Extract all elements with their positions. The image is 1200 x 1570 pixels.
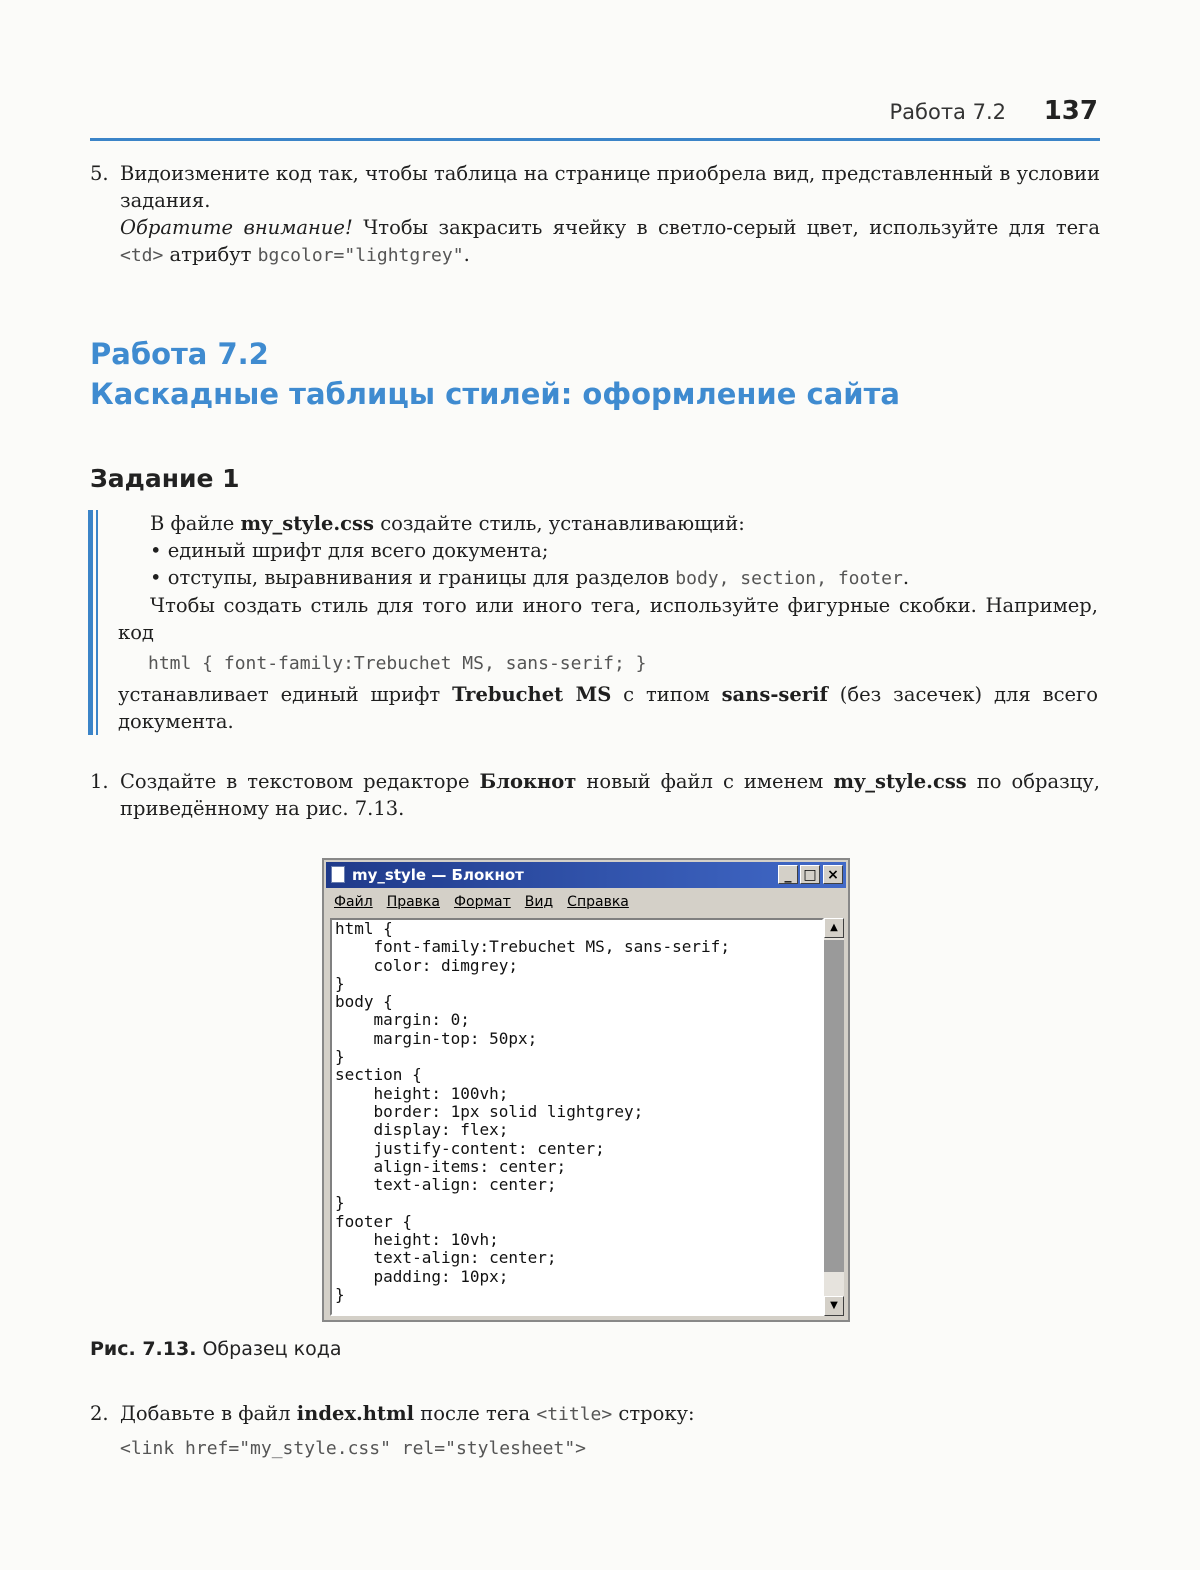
work-title (90, 334, 1100, 414)
task-result: устанавливает единый шрифт Trebuchet MS с типом sans-serif (без засечек) для всего документа. (118, 683, 1098, 733)
menu-file[interactable]: Файл (334, 894, 373, 910)
task-box-bar-thin (96, 510, 98, 735)
task-para: Чтобы создать стиль для того или иного тега, используйте фигурные скобки. Например, код (118, 594, 1098, 644)
menu-edit[interactable]: Правка (386, 894, 440, 910)
step-2: 2. Добавьте в файл index.html после тега <title> строку: <link href="my_style.css" rel="stylesheet"> (90, 1400, 1100, 1462)
step-2-code: <link href="my_style.css" rel="stylesheet"> (120, 1438, 586, 1459)
vertical-scrollbar[interactable] (824, 918, 844, 1316)
notepad-title: my_style — Блокнот (352, 866, 524, 884)
task-bullet-1: • единый шрифт для всего документа; (150, 539, 549, 562)
task-intro: В файле my_style.css создайте стиль, устанавливающий: (150, 512, 745, 535)
note-mid: атрибут (163, 243, 258, 266)
note-attr: bgcolor="lightgrey" (257, 245, 464, 266)
menu-help[interactable]: Справка (567, 894, 629, 910)
work-title-line2: Каскадные таблицы стилей: оформление сайта (90, 377, 900, 411)
step-5 (90, 160, 1100, 269)
step-1: 1. Создайте в текстовом редакторе Блокнот новый файл с именем my_style.css по образцу, приведённому на рис. 7.13. (90, 770, 1100, 820)
step-1-file: my_style.css (833, 770, 967, 793)
note-text: Чтобы закрасить ячейку в светло-серый цвет, используйте для тега (352, 216, 1100, 239)
step-2-number: 2. (90, 1402, 109, 1425)
task-result-type: sans-serif (721, 683, 828, 706)
figure-text: Образец кода (196, 1338, 342, 1360)
step-5-number: 5. (90, 162, 109, 185)
task-result-font: Trebuchet MS (452, 683, 612, 706)
step-2-file: index.html (296, 1402, 415, 1425)
scrollbar-thumb[interactable] (824, 940, 844, 1272)
note-label: Обратите внимание! (120, 216, 353, 239)
notepad-code: html { font-family:Trebuchet MS, sans-serif; color: dimgrey; } body { margin: 0; margin-top: 50px; } section { height: 100vh; border: 1px solid lightgrey; display: flex; justify-content: center; align-items: center; text-align: center; } footer { height: 10vh; text-align: center; padding: 10px; } (335, 919, 730, 1304)
note-end: . (463, 243, 470, 266)
task-bullet-2-code: body, section, footer (675, 568, 903, 589)
running-header (90, 98, 1100, 141)
task-intro-file: my_style.css (240, 512, 375, 535)
notepad-menu-bar (328, 892, 844, 914)
figure-label: Рис. 7.13. (90, 1338, 197, 1360)
work-title-line1: Работа 7.2 (90, 337, 269, 371)
notepad-doc-icon (331, 866, 345, 883)
minimize-button[interactable]: _ (778, 865, 798, 884)
note-tag: <td> (120, 245, 164, 266)
notepad-window (322, 858, 850, 1322)
step-1-number: 1. (90, 770, 109, 793)
task-code-example: html { font-family:Trebuchet MS, sans-serif; } (148, 653, 647, 674)
close-button[interactable]: × (823, 865, 843, 884)
header-section-title: Работа 7.2 (889, 100, 1006, 124)
menu-format[interactable]: Формат (453, 894, 511, 910)
notepad-title-bar[interactable] (326, 862, 846, 888)
page-number: 137 (1043, 96, 1098, 126)
task-heading: Задание 1 (90, 464, 240, 493)
figure-caption (90, 1338, 342, 1360)
scroll-up-button[interactable]: ▲ (824, 918, 844, 938)
step-2-tag: <title> (536, 1404, 613, 1425)
step-5-text: Видоизмените код так, чтобы таблица на странице приобрела вид, представленный в условии задания. (120, 162, 1100, 212)
scroll-down-button[interactable]: ▼ (824, 1296, 844, 1316)
menu-view[interactable]: Вид (524, 894, 554, 910)
task-bullet-2: • отступы, выравнивания и границы для разделов body, section, footer. (150, 566, 910, 589)
step-1-app: Блокнот (479, 770, 577, 793)
task-box-bar (88, 510, 93, 735)
maximize-button[interactable]: □ (800, 865, 820, 884)
task-box (88, 510, 1100, 742)
notepad-text-area[interactable] (330, 918, 824, 1316)
